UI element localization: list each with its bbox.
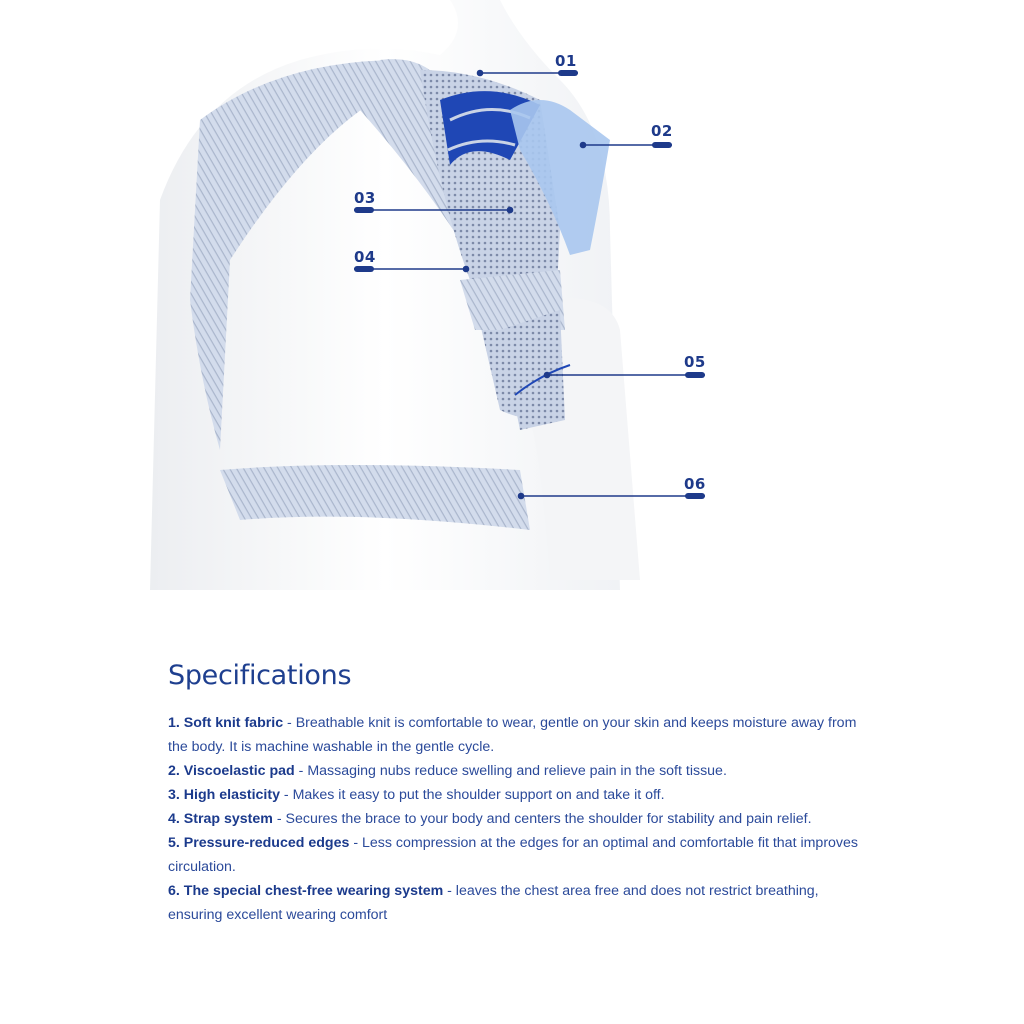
spec-term: 1. Soft knit fabric [168, 715, 284, 731]
spec-item-5 [168, 831, 868, 879]
spec-term: 2. Viscoelastic pad [168, 763, 295, 779]
callout-03: 03 [354, 189, 376, 207]
spec-desc: - Massaging nubs reduce swelling and relieve pain in the soft tissue. [294, 763, 727, 779]
shoulder-brace-image [140, 0, 740, 590]
spec-desc: - leaves the chest area free and does not restrict breathing, ensuring excellent wearing comfort [168, 883, 819, 923]
spec-item-4 [168, 807, 868, 831]
spec-item-6 [168, 879, 868, 927]
callout-02: 02 [651, 122, 673, 140]
callout-04: 04 [354, 248, 376, 266]
spec-term: 4. Strap system [168, 811, 273, 827]
specifications-section [168, 660, 868, 927]
callout-01: 01 [555, 52, 577, 70]
spec-desc: - Secures the brace to your body and centers the shoulder for stability and pain relief. [272, 811, 812, 827]
spec-desc: - Less compression at the edges for an optimal and comfortable fit that improves circulation. [168, 835, 859, 875]
spec-term: 3. High elasticity [168, 787, 280, 803]
specifications-title: Specifications [168, 660, 352, 691]
spec-term: 6. The special chest-free wearing system [168, 883, 444, 899]
callout-06: 06 [684, 475, 706, 493]
spec-item-3 [168, 783, 868, 807]
product-illustration [140, 0, 740, 590]
spec-item-2 [168, 759, 868, 783]
spec-desc: - Breathable knit is comfortable to wear, gentle on your skin and keeps moisture away from the body. It is machine washable in the gentle cycle. [168, 715, 857, 755]
spec-item-1 [168, 711, 868, 759]
spec-term: 5. Pressure-reduced edges [168, 835, 350, 851]
spec-desc: - Makes it easy to put the shoulder support on and take it off. [279, 787, 665, 803]
callout-05: 05 [684, 353, 706, 371]
